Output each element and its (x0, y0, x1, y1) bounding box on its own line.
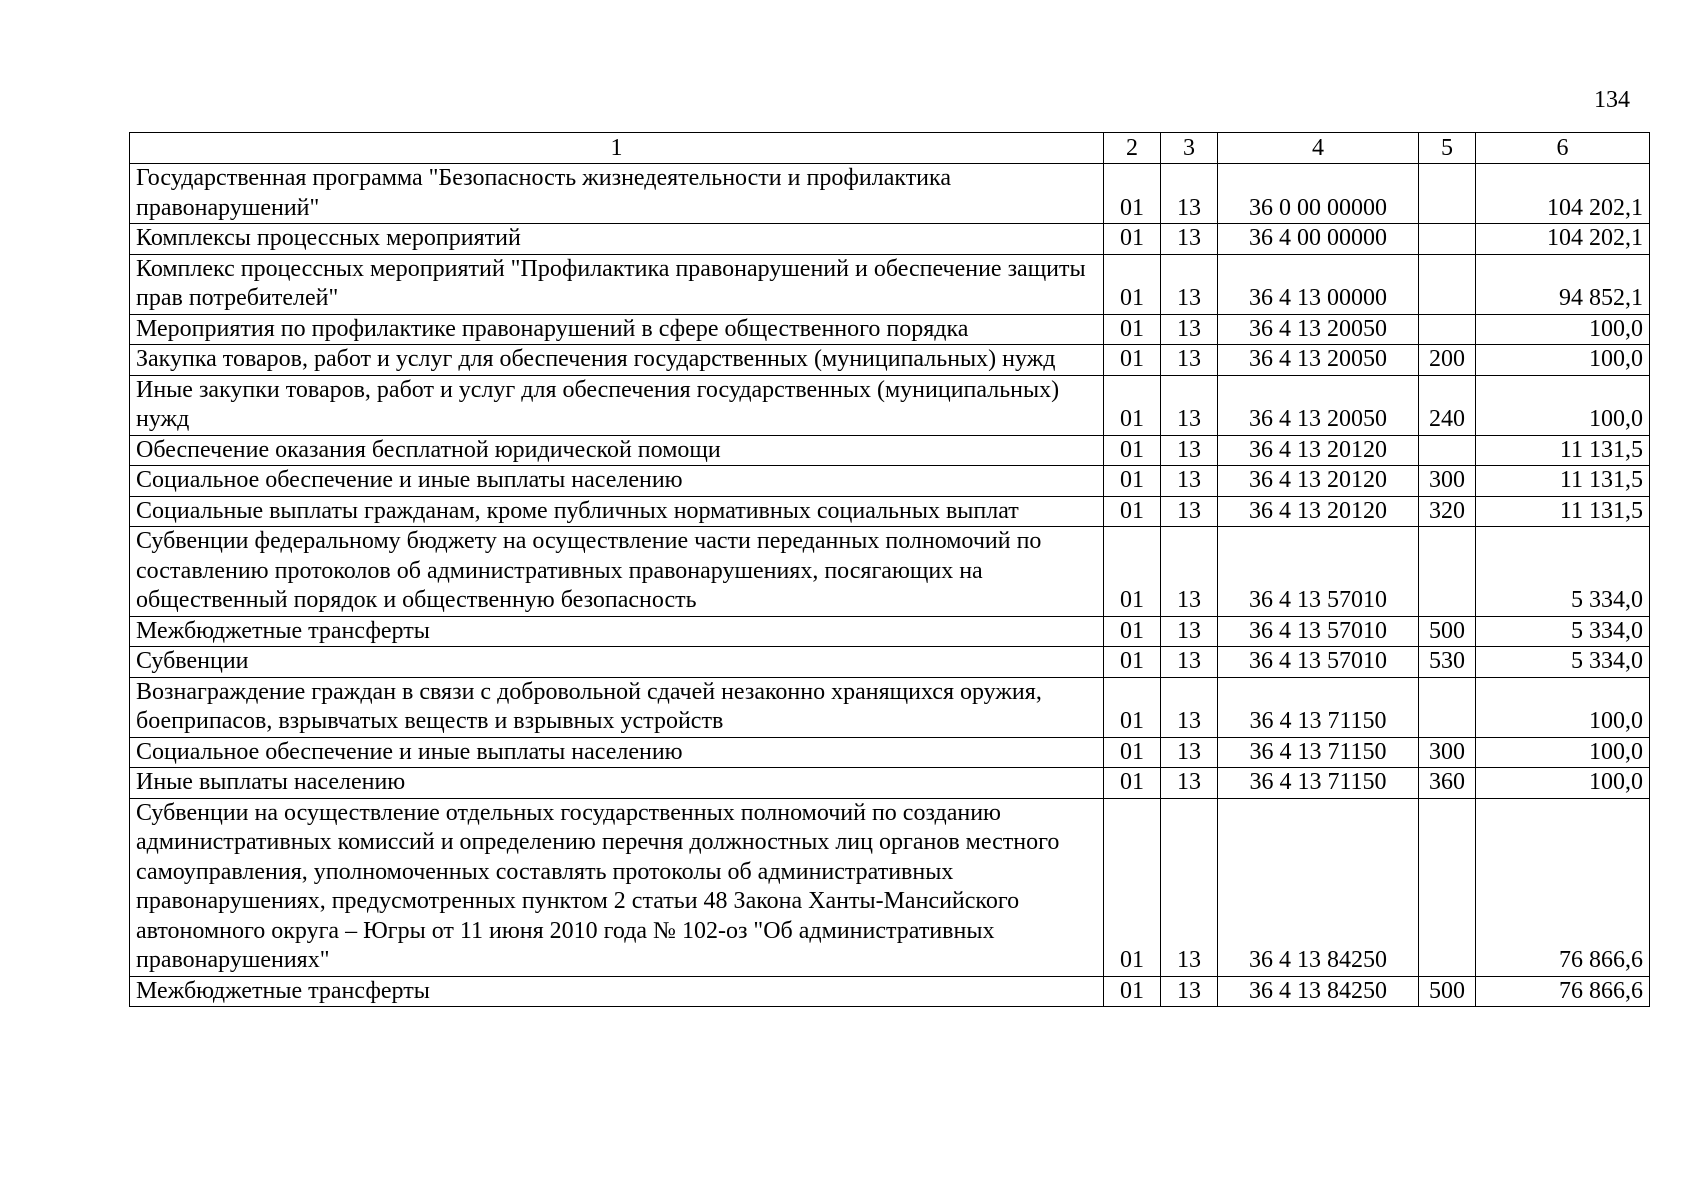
section-code: 01 (1104, 224, 1161, 255)
target-article-code: 36 4 13 20050 (1218, 345, 1419, 376)
item-name: Государственная программа "Безопасность жизнедеятельности и профилактика правонарушений" (130, 164, 1104, 224)
item-name: Межбюджетные трансферты (130, 616, 1104, 647)
budget-table (129, 132, 1650, 1007)
expense-type-code: 360 (1419, 768, 1476, 799)
amount: 5 334,0 (1476, 527, 1650, 617)
amount: 100,0 (1476, 768, 1650, 799)
subsection-code: 13 (1161, 314, 1218, 345)
subsection-code: 13 (1161, 768, 1218, 799)
column-header: 2 (1104, 133, 1161, 164)
target-article-code: 36 4 13 71150 (1218, 768, 1419, 799)
target-article-code: 36 4 13 57010 (1218, 616, 1419, 647)
subsection-code: 13 (1161, 527, 1218, 617)
section-code: 01 (1104, 254, 1161, 314)
amount: 100,0 (1476, 314, 1650, 345)
section-code: 01 (1104, 314, 1161, 345)
amount: 100,0 (1476, 375, 1650, 435)
item-name: Субвенции (130, 647, 1104, 678)
expense-type-code (1419, 677, 1476, 737)
section-code: 01 (1104, 466, 1161, 497)
table-row (130, 768, 1650, 799)
subsection-code: 13 (1161, 466, 1218, 497)
target-article-code: 36 4 13 20050 (1218, 375, 1419, 435)
expense-type-code (1419, 527, 1476, 617)
section-code: 01 (1104, 976, 1161, 1007)
expense-type-code: 240 (1419, 375, 1476, 435)
subsection-code: 13 (1161, 375, 1218, 435)
table-row (130, 435, 1650, 466)
expense-type-code: 500 (1419, 616, 1476, 647)
item-name: Социальные выплаты гражданам, кроме публичных нормативных социальных выплат (130, 496, 1104, 527)
item-name: Социальное обеспечение и иные выплаты населению (130, 737, 1104, 768)
column-header: 5 (1419, 133, 1476, 164)
section-code: 01 (1104, 737, 1161, 768)
item-name: Субвенции федеральному бюджету на осуществление части переданных полномочий по составлению протоколов об административных правонарушениях, посягающих на общественный порядок и общественную безопасность (130, 527, 1104, 617)
page-number: 134 (1594, 87, 1630, 113)
item-name: Комплексы процессных мероприятий (130, 224, 1104, 255)
expense-type-code (1419, 164, 1476, 224)
amount: 104 202,1 (1476, 164, 1650, 224)
subsection-code: 13 (1161, 737, 1218, 768)
item-name: Вознаграждение граждан в связи с добровольной сдачей незаконно хранящихся оружия, боеприпасов, взрывчатых веществ и взрывных устройств (130, 677, 1104, 737)
section-code: 01 (1104, 375, 1161, 435)
amount: 100,0 (1476, 737, 1650, 768)
item-name: Межбюджетные трансферты (130, 976, 1104, 1007)
section-code: 01 (1104, 647, 1161, 678)
target-article-code: 36 4 13 20050 (1218, 314, 1419, 345)
subsection-code: 13 (1161, 647, 1218, 678)
table-row (130, 496, 1650, 527)
column-header: 3 (1161, 133, 1218, 164)
expense-type-code (1419, 224, 1476, 255)
target-article-code: 36 4 13 71150 (1218, 677, 1419, 737)
amount: 100,0 (1476, 345, 1650, 376)
table-row (130, 737, 1650, 768)
amount: 11 131,5 (1476, 466, 1650, 497)
subsection-code: 13 (1161, 496, 1218, 527)
column-header: 6 (1476, 133, 1650, 164)
table-row (130, 254, 1650, 314)
section-code: 01 (1104, 677, 1161, 737)
section-code: 01 (1104, 345, 1161, 376)
section-code: 01 (1104, 164, 1161, 224)
target-article-code: 36 4 13 20120 (1218, 496, 1419, 527)
target-article-code: 36 4 13 20120 (1218, 435, 1419, 466)
amount: 5 334,0 (1476, 647, 1650, 678)
table-row (130, 164, 1650, 224)
subsection-code: 13 (1161, 345, 1218, 376)
target-article-code: 36 4 13 20120 (1218, 466, 1419, 497)
target-article-code: 36 4 13 57010 (1218, 647, 1419, 678)
amount: 100,0 (1476, 677, 1650, 737)
target-article-code: 36 4 13 84250 (1218, 798, 1419, 976)
amount: 5 334,0 (1476, 616, 1650, 647)
amount: 11 131,5 (1476, 435, 1650, 466)
item-name: Обеспечение оказания бесплатной юридической помощи (130, 435, 1104, 466)
expense-type-code: 300 (1419, 466, 1476, 497)
item-name: Закупка товаров, работ и услуг для обеспечения государственных (муниципальных) нужд (130, 345, 1104, 376)
subsection-code: 13 (1161, 224, 1218, 255)
item-name: Иные закупки товаров, работ и услуг для обеспечения государственных (муниципальных) нужд (130, 375, 1104, 435)
table-row (130, 616, 1650, 647)
table-row (130, 224, 1650, 255)
subsection-code: 13 (1161, 435, 1218, 466)
table-row (130, 375, 1650, 435)
amount: 94 852,1 (1476, 254, 1650, 314)
target-article-code: 36 4 00 00000 (1218, 224, 1419, 255)
item-name: Мероприятия по профилактике правонарушений в сфере общественного порядка (130, 314, 1104, 345)
section-code: 01 (1104, 616, 1161, 647)
item-name: Иные выплаты населению (130, 768, 1104, 799)
expense-type-code: 300 (1419, 737, 1476, 768)
expense-type-code (1419, 798, 1476, 976)
amount: 76 866,6 (1476, 976, 1650, 1007)
expense-type-code: 320 (1419, 496, 1476, 527)
amount: 11 131,5 (1476, 496, 1650, 527)
column-header: 4 (1218, 133, 1419, 164)
table-header-row (130, 133, 1650, 164)
table-row (130, 345, 1650, 376)
subsection-code: 13 (1161, 976, 1218, 1007)
subsection-code: 13 (1161, 677, 1218, 737)
table-row (130, 527, 1650, 617)
table-row (130, 314, 1650, 345)
table-row (130, 466, 1650, 497)
subsection-code: 13 (1161, 798, 1218, 976)
table-row (130, 677, 1650, 737)
table-row (130, 976, 1650, 1007)
expense-type-code (1419, 435, 1476, 466)
section-code: 01 (1104, 768, 1161, 799)
expense-type-code: 200 (1419, 345, 1476, 376)
table-row (130, 647, 1650, 678)
section-code: 01 (1104, 527, 1161, 617)
expense-type-code: 530 (1419, 647, 1476, 678)
amount: 76 866,6 (1476, 798, 1650, 976)
item-name: Социальное обеспечение и иные выплаты населению (130, 466, 1104, 497)
item-name: Субвенции на осуществление отдельных государственных полномочий по созданию административных комиссий и определению перечня должностных лиц органов местного самоуправления, уполномоченных составлять протоколы об административных правонарушениях, предусмотренных пунктом 2 статьи 48 Закона Ханты-Мансийского автономного округа – Югры от 11 июня 2010 года № 102-оз "Об административных правонарушениях" (130, 798, 1104, 976)
table-row (130, 798, 1650, 976)
section-code: 01 (1104, 435, 1161, 466)
subsection-code: 13 (1161, 164, 1218, 224)
target-article-code: 36 0 00 00000 (1218, 164, 1419, 224)
section-code: 01 (1104, 798, 1161, 976)
target-article-code: 36 4 13 00000 (1218, 254, 1419, 314)
column-header: 1 (130, 133, 1104, 164)
target-article-code: 36 4 13 84250 (1218, 976, 1419, 1007)
expense-type-code (1419, 314, 1476, 345)
subsection-code: 13 (1161, 254, 1218, 314)
expense-type-code (1419, 254, 1476, 314)
target-article-code: 36 4 13 71150 (1218, 737, 1419, 768)
subsection-code: 13 (1161, 616, 1218, 647)
target-article-code: 36 4 13 57010 (1218, 527, 1419, 617)
section-code: 01 (1104, 496, 1161, 527)
item-name: Комплекс процессных мероприятий "Профилактика правонарушений и обеспечение защиты прав потребителей" (130, 254, 1104, 314)
expense-type-code: 500 (1419, 976, 1476, 1007)
amount: 104 202,1 (1476, 224, 1650, 255)
